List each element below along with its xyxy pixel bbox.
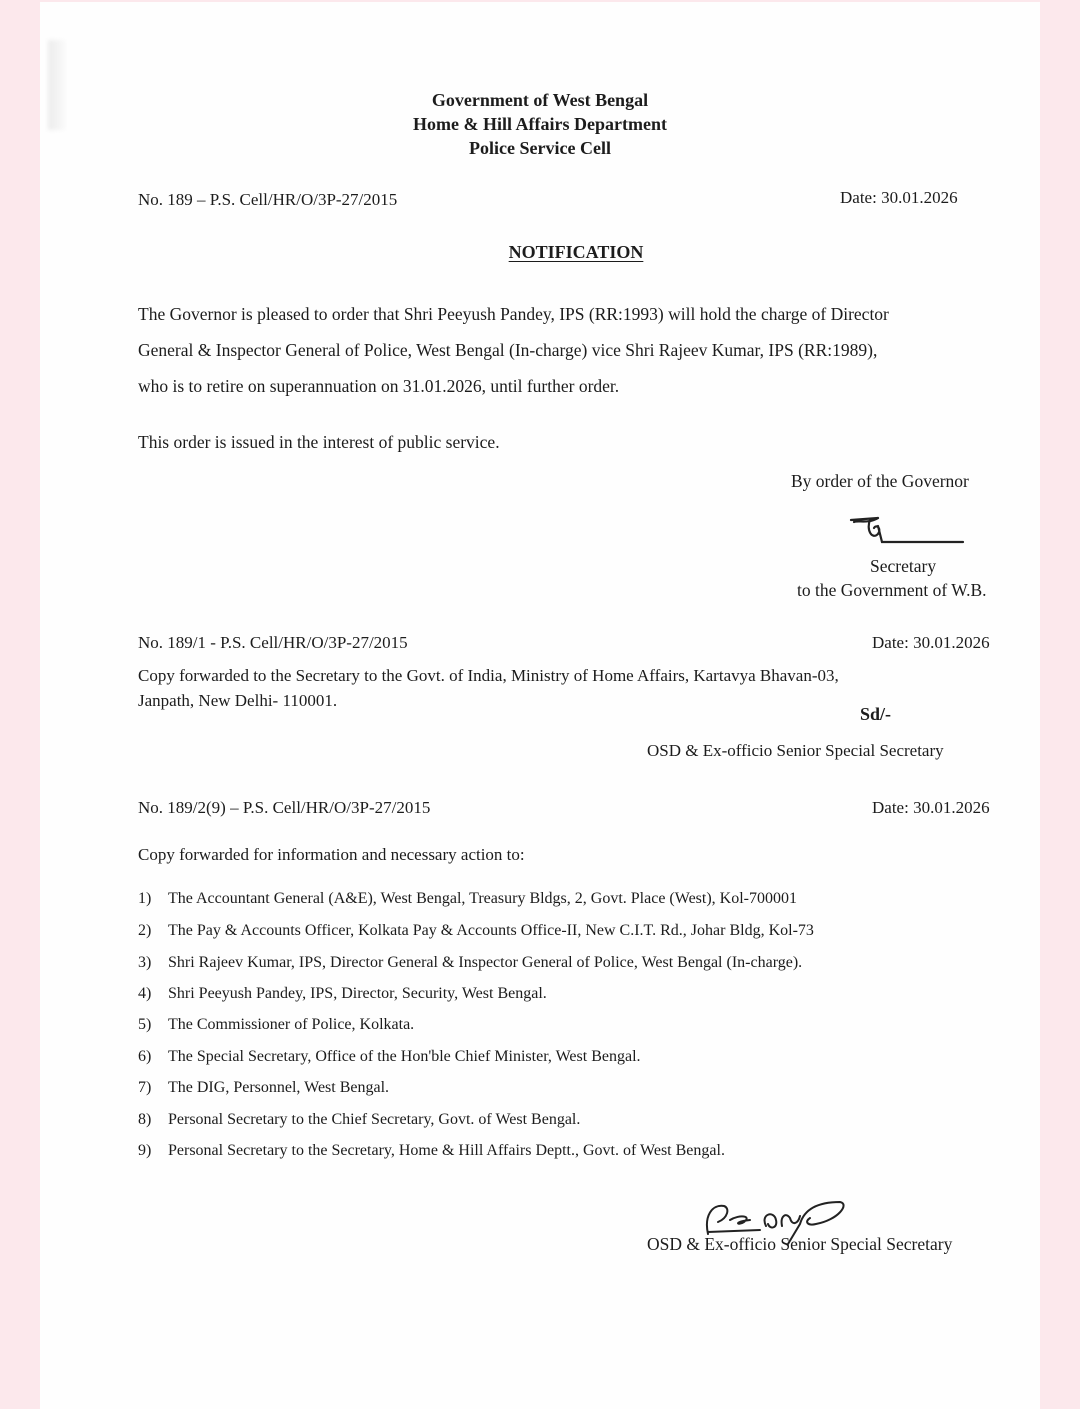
- order3-date: Date: 30.01.2026: [872, 798, 990, 817]
- letterhead: [0, 88, 1080, 160]
- recipient-item: [138, 954, 802, 972]
- recipient-num: 3): [138, 954, 152, 971]
- order2-date: Date: 30.01.2026: [872, 633, 990, 652]
- recipient-num: 1): [138, 890, 152, 907]
- order2-signatory: OSD & Ex-officio Senior Special Secretary: [647, 741, 944, 760]
- recipient-num: 6): [138, 1048, 152, 1065]
- order2-body-line2: Janpath, New Delhi- 110001.: [138, 691, 338, 710]
- recipient-item: [138, 922, 814, 940]
- order1-body: [138, 296, 1018, 404]
- recipient-item: [138, 1111, 580, 1129]
- sd-mark: Sd/-: [860, 704, 892, 724]
- order3-number: No. 189/2(9) – P.S. Cell/HR/O/3P-27/2015: [138, 798, 431, 817]
- recipient-text: The Special Secretary, Office of the Hon'ble Chief Minister, West Bengal.: [168, 1048, 641, 1065]
- public-service-line: This order is issued in the interest of public service.: [138, 432, 500, 452]
- secretary-govt: to the Government of W.B.: [797, 580, 987, 600]
- recipient-num: 4): [138, 985, 152, 1002]
- order3-signatory: OSD & Ex-officio Senior Special Secretary: [647, 1234, 953, 1254]
- order1-number: No. 189 – P.S. Cell/HR/O/3P-27/2015: [138, 190, 398, 209]
- order2-body-line1: Copy forwarded to the Secretary to the Govt. of India, Ministry of Home Affairs, Kartavya Bhavan-03,: [138, 666, 839, 685]
- order1-body-line: who is to retire on superannuation on 31.01.2026, until further order.: [138, 376, 620, 396]
- order1-date: Date: 30.01.2026: [840, 188, 958, 207]
- recipient-item: [138, 1048, 641, 1066]
- by-order-line: By order of the Governor: [791, 471, 969, 491]
- department-name: Home & Hill Affairs Department: [413, 114, 667, 134]
- recipient-item: [138, 985, 547, 1003]
- recipient-text: Shri Peeyush Pandey, IPS, Director, Security, West Bengal.: [168, 985, 547, 1002]
- recipient-num: 2): [138, 922, 152, 939]
- order1-body-line: General & Inspector General of Police, West Bengal (In-charge) vice Shri Rajeev Kumar, IPS (RR:1989),: [138, 340, 878, 360]
- secretary-title: Secretary: [870, 556, 937, 576]
- recipient-text: Personal Secretary to the Secretary, Home & Hill Affairs Deptt., Govt. of West Bengal.: [168, 1142, 725, 1159]
- recipient-text: Personal Secretary to the Chief Secretary, Govt. of West Bengal.: [168, 1111, 581, 1128]
- recipient-item: [138, 1016, 414, 1034]
- recipient-num: 8): [138, 1111, 152, 1128]
- recipient-num: 9): [138, 1142, 152, 1159]
- order2-number: No. 189/1 - P.S. Cell/HR/O/3P-27/2015: [138, 633, 408, 652]
- govt-name: Government of West Bengal: [431, 90, 649, 110]
- recipient-item: [138, 890, 797, 908]
- secretary-signature: [848, 512, 968, 552]
- order3-intro: Copy forwarded for information and necessary action to:: [138, 845, 525, 864]
- recipient-text: The Pay & Accounts Officer, Kolkata Pay & Accounts Office-II, New C.I.T. Rd., Johar Bldg, Kol-73: [168, 922, 814, 939]
- order1-body-line: The Governor is pleased to order that Shri Peeyush Pandey, IPS (RR:1993) will hold the charge of Director: [138, 304, 889, 324]
- notification-title: NOTIFICATION: [508, 242, 644, 262]
- cell-name: Police Service Cell: [469, 138, 611, 158]
- recipient-text: The Commissioner of Police, Kolkata.: [168, 1016, 415, 1033]
- recipient-num: 7): [138, 1079, 152, 1096]
- recipient-num: 5): [138, 1016, 152, 1033]
- recipient-text: The Accountant General (A&E), West Bengal, Treasury Bldgs, 2, Govt. Place (West), Kol-700001: [168, 890, 798, 907]
- recipient-item: [138, 1142, 725, 1160]
- recipient-text: Shri Rajeev Kumar, IPS, Director General & Inspector General of Police, West Bengal (In-charge).: [168, 954, 803, 971]
- recipient-item: [138, 1079, 389, 1097]
- recipient-text: The DIG, Personnel, West Bengal.: [168, 1079, 390, 1096]
